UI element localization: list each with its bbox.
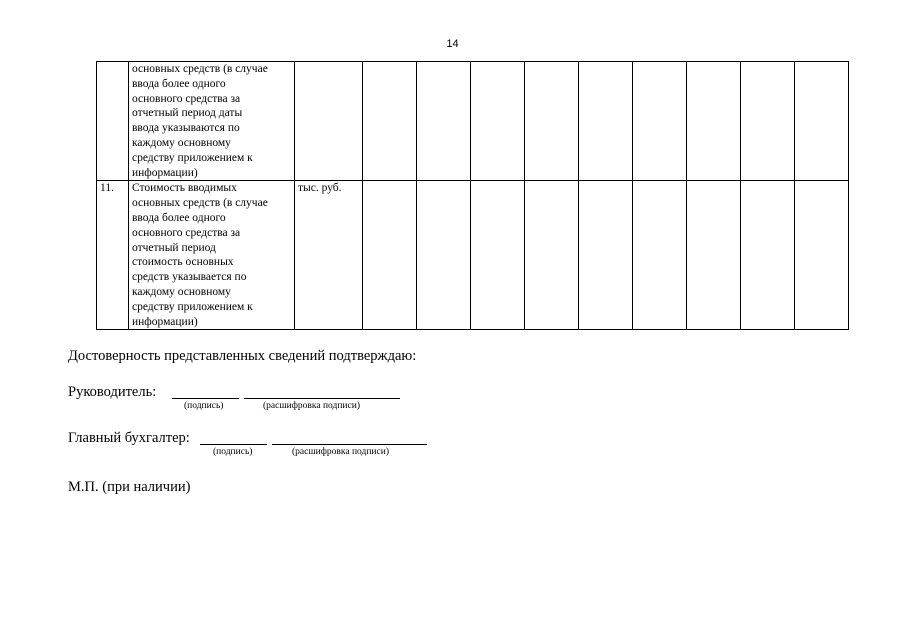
value-cell [741,62,795,181]
value-cell [471,62,525,181]
indicator-name-cell: основных средств (в случае ввода более одного основного средства за отчетный период даты ввода указываются по каждому основному средству приложением к информации) [129,62,295,181]
value-cell [795,181,849,330]
chief-accountant-decoding-caption: (расшифровка подписи) [292,447,389,457]
value-cell [525,181,579,330]
chief-accountant-label: Главный бухгалтер: [68,430,190,446]
value-cell [363,181,417,330]
confirmation-text: Достоверность представленных сведений подтверждаю: [68,348,417,364]
value-cell [417,62,471,181]
value-cell [471,181,525,330]
head-decoding-field[interactable] [244,397,400,399]
unit-cell [295,62,363,181]
chief-accountant-signature-field[interactable] [200,443,267,445]
indicator-name-cell: Стоимость вводимых основных средств (в случае ввода более одного основного средства за отчетный период стоимость основных средств указывается по каждому основному средству приложением к информации) [129,181,295,330]
chief-accountant-signature-caption: (подпись) [213,447,253,457]
value-cell [633,181,687,330]
value-cell [687,181,741,330]
head-decoding-caption: (расшифровка подписи) [263,401,360,411]
value-cell [525,62,579,181]
unit-cell: тыс. руб. [295,181,363,330]
row-number-cell [97,62,129,181]
value-cell [633,62,687,181]
report-table [96,61,849,330]
table-row [97,181,849,330]
page-number: 14 [446,38,459,50]
head-signature-caption: (подпись) [184,401,224,411]
head-signature-field[interactable] [172,397,239,399]
value-cell [363,62,417,181]
table-row [97,62,849,181]
value-cell [579,181,633,330]
value-cell [579,62,633,181]
stamp-place-text: М.П. (при наличии) [68,479,191,495]
value-cell [687,62,741,181]
chief-accountant-decoding-field[interactable] [272,443,427,445]
value-cell [417,181,471,330]
row-number-cell: 11. [97,181,129,330]
value-cell [741,181,795,330]
value-cell [795,62,849,181]
head-signature-label: Руководитель: [68,384,157,400]
